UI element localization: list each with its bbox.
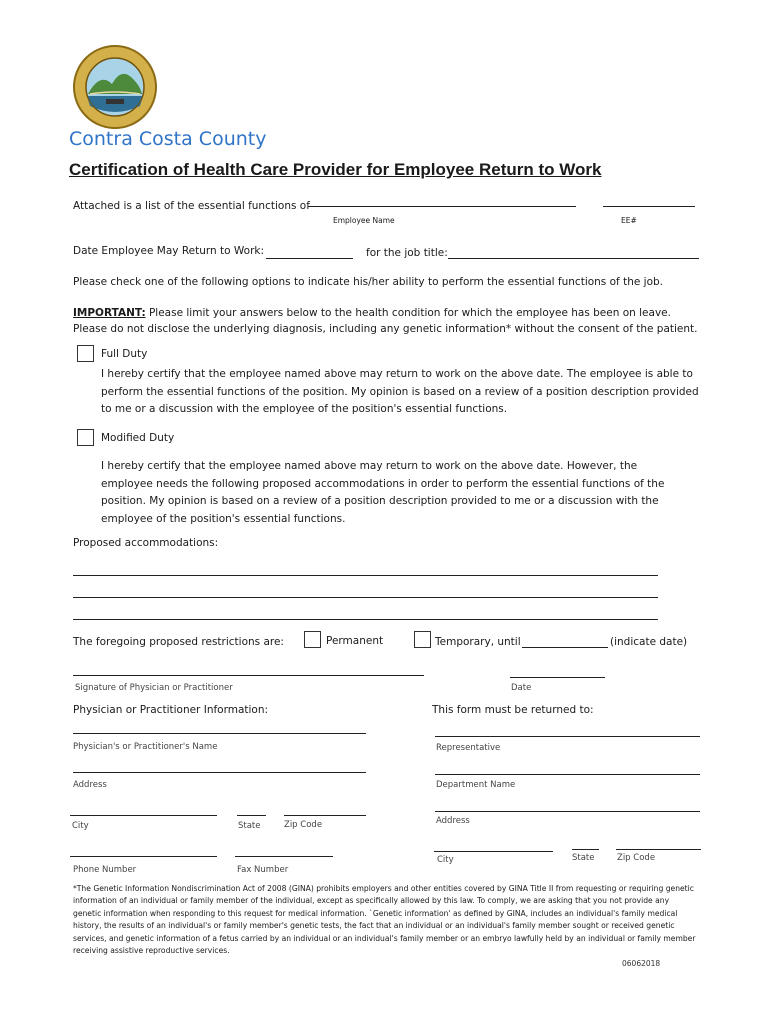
ee-number-field[interactable]: [603, 206, 695, 207]
form-code: 06062018: [622, 959, 661, 968]
accommodation-line-2[interactable]: [73, 597, 658, 598]
department-field[interactable]: [435, 774, 700, 775]
signature-label: Signature of Physician or Practitioner: [75, 683, 233, 693]
accommodation-line-3[interactable]: [73, 619, 658, 620]
physician-zip-field[interactable]: [284, 815, 366, 816]
return-zip-field[interactable]: [616, 849, 701, 850]
important-label: IMPORTANT:: [73, 307, 146, 319]
return-state-field[interactable]: [572, 849, 599, 850]
permanent-label: Permanent: [326, 635, 384, 647]
physician-address-field[interactable]: [73, 772, 366, 773]
return-city-label: City: [437, 855, 454, 865]
employee-name-label: Employee Name: [333, 216, 395, 225]
physician-fax-label: Fax Number: [237, 865, 289, 875]
signature-field[interactable]: [73, 675, 424, 676]
physician-name-field[interactable]: [73, 733, 366, 734]
permanent-checkbox[interactable]: [304, 631, 321, 648]
attached-text: Attached is a list of the essential functions of: [73, 200, 310, 212]
return-date-field[interactable]: [266, 258, 353, 259]
signature-date-field[interactable]: [510, 677, 605, 678]
temporary-label: Temporary, until: [435, 636, 521, 648]
physician-state-field[interactable]: [237, 815, 266, 816]
important-text: Please limit your answers below to the health condition for which the employee has been on leave.: [145, 307, 671, 319]
return-state-label: State: [572, 853, 595, 863]
physician-phone-field[interactable]: [70, 856, 217, 857]
instruction-text: Please check one of the following options to indicate his/her ability to perform the essential functions of the job.: [73, 276, 663, 288]
signature-date-label: Date: [511, 683, 532, 693]
county-seal: [72, 44, 158, 130]
form-title: Certification of Health Care Provider for Employee Return to Work: [69, 160, 602, 179]
return-address-label: Address: [436, 816, 470, 826]
modified-duty-text: I hereby certify that the employee named above may return to work on the above date. However, the employee needs the following proposed accommodations in order to perform the essential functions of the position. My opinion is based on a review of a position description provided to me or a discussion with the employee of the position's essential functions.: [101, 460, 665, 525]
physician-address-label: Address: [73, 780, 107, 790]
temporary-date-field[interactable]: [522, 647, 608, 648]
job-title-label: for the job title:: [366, 247, 448, 259]
physician-zip-label: Zip Code: [284, 820, 323, 830]
gina-footnote: *The Genetic Information Nondiscrimination Act of 2008 (GINA) prohibits employers and other entities covered by GINA Title II from requesting or requiring genetic information of an individual or family member of the individual, except as specifically allowed by this law. To comply, we are asking that you not provide any genetic information when responding to this request for medical information. `Genetic information' as defined by GINA, includes an individual's family medical history, the results of an individual's or family member's genetic tests, the fact that an individual or an individual's family member sought or received genetic services, and genetic information of a fetus carried by an individual or an individual's family member or an embryo lawfully held by an individual or family member receiving assistive reproductive services.: [73, 884, 696, 956]
accommodations-label: Proposed accommodations:: [73, 537, 219, 549]
physician-city-field[interactable]: [70, 815, 217, 816]
full-duty-label: Full Duty: [101, 348, 148, 360]
representative-label: Representative: [436, 743, 501, 753]
physician-state-label: State: [238, 821, 261, 831]
job-title-field[interactable]: [448, 258, 699, 259]
return-zip-label: Zip Code: [617, 853, 656, 863]
physician-fax-field[interactable]: [235, 856, 333, 857]
physician-city-label: City: [72, 821, 89, 831]
modified-duty-label: Modified Duty: [101, 432, 175, 444]
physician-heading: Physician or Practitioner Information:: [73, 704, 269, 716]
employee-name-field[interactable]: [308, 206, 576, 207]
accommodation-line-1[interactable]: [73, 575, 658, 576]
return-date-label: Date Employee May Return to Work:: [73, 245, 265, 257]
important-text-2: Please do not disclose the underlying diagnosis, including any genetic information* without the consent of the patient.: [73, 323, 698, 335]
ee-label: EE#: [621, 216, 637, 225]
indicate-date-label: (indicate date): [610, 636, 688, 648]
temporary-checkbox[interactable]: [414, 631, 431, 648]
return-city-field[interactable]: [434, 851, 553, 852]
department-label: Department Name: [436, 780, 516, 790]
return-to-heading: This form must be returned to:: [432, 704, 594, 716]
full-duty-text: I hereby certify that the employee named above may return to work on the above date. The employee is able to perform the essential functions of the position. My opinion is based on a review of a position description provided to me or a discussion with the employee of the position's essential functions.: [101, 368, 699, 415]
physician-name-label: Physician's or Practitioner's Name: [73, 742, 218, 752]
return-address-field[interactable]: [435, 811, 700, 812]
representative-field[interactable]: [435, 736, 700, 737]
modified-duty-checkbox[interactable]: [77, 429, 94, 446]
county-name: Contra Costa County: [69, 128, 267, 150]
restrictions-label: The foregoing proposed restrictions are:: [73, 636, 284, 648]
important-line: [73, 307, 671, 319]
full-duty-checkbox[interactable]: [77, 345, 94, 362]
physician-phone-label: Phone Number: [73, 865, 137, 875]
